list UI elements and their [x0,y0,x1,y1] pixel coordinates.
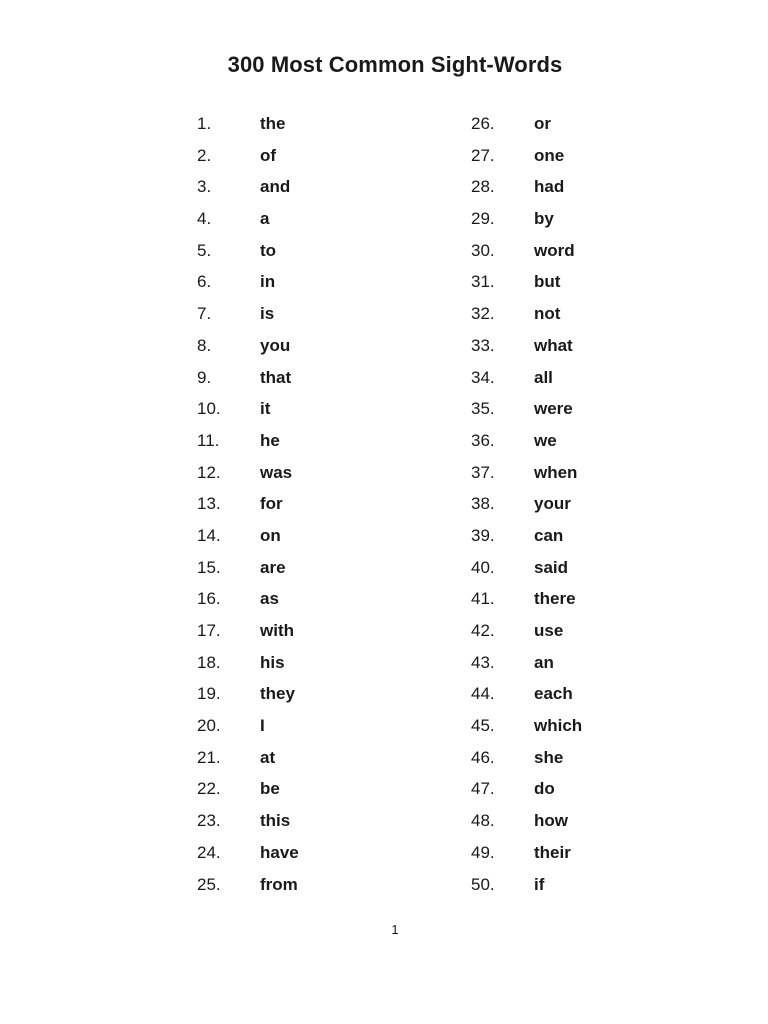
list-item [471,140,671,172]
sight-word: from [260,874,298,894]
list-item [197,647,397,679]
sight-word: if [534,874,545,894]
list-item [471,773,671,805]
sight-word: was [260,462,293,482]
item-number: 23. [197,811,221,831]
item-number: 12. [197,462,221,482]
sight-word: that [260,367,292,387]
item-number: 36. [471,430,495,450]
item-number: 27. [471,145,495,165]
list-item [197,583,397,615]
list-item [471,457,671,489]
sight-word: of [260,145,277,165]
list-item [197,108,397,140]
list-item [471,330,671,362]
sight-word: is [260,304,275,324]
sight-word: said [534,557,569,577]
sight-word: with [260,621,294,640]
sight-word: one [534,145,565,165]
list-item [471,805,671,837]
item-number: 17. [197,621,221,640]
sight-word: had [534,177,565,197]
sight-word: in [260,272,276,292]
item-number: 42. [471,621,495,640]
sight-word: the [260,114,286,133]
list-item [471,710,671,742]
sight-word: do [534,779,555,799]
list-item [471,678,671,710]
item-number: 37. [471,462,495,482]
item-number: 30. [471,240,495,260]
sight-word: can [534,525,564,545]
list-item [197,773,397,805]
list-item [471,266,671,298]
sight-word: have [260,842,299,862]
item-number: 35. [471,399,495,419]
item-number: 7. [197,304,212,324]
list-item [197,869,397,901]
sight-word: she [534,747,564,767]
item-number: 31. [471,272,495,292]
list-item [197,837,397,869]
item-number: 9. [197,367,212,387]
item-number: 2. [197,145,212,165]
item-number: 49. [471,842,495,862]
word-column-right [471,108,671,900]
sight-word: word [534,240,575,260]
sight-word: on [260,525,281,545]
list-item [471,837,671,869]
sight-word: it [260,399,271,419]
list-item [197,805,397,837]
sight-word: but [534,272,561,292]
list-item [197,615,397,647]
list-item [197,678,397,710]
item-number: 29. [471,209,495,229]
list-item [197,171,397,203]
list-item [471,108,671,140]
sight-word: how [534,811,568,831]
list-item [471,869,671,901]
word-column-left [197,108,397,900]
list-item [471,425,671,457]
list-item [471,393,671,425]
item-number: 45. [471,716,495,736]
item-number: 18. [197,652,221,672]
list-item [471,203,671,235]
list-item [197,203,397,235]
item-number: 32. [471,304,495,324]
item-number: 11. [197,430,220,450]
list-item [197,520,397,552]
list-item [471,552,671,584]
list-item [197,393,397,425]
list-item [471,583,671,615]
item-number: 41. [471,589,495,609]
item-number: 46. [471,747,495,767]
list-item [197,552,397,584]
item-number: 34. [471,367,495,387]
item-number: 48. [471,811,495,831]
sight-word: and [260,177,291,197]
item-number: 44. [471,684,495,704]
item-number: 10. [197,399,221,419]
sight-word: their [534,842,571,862]
list-item [197,488,397,520]
sight-word: or [534,114,551,133]
item-number: 5. [197,240,212,260]
sight-word: his [260,652,285,672]
sight-word: not [534,304,561,324]
item-number: 33. [471,335,495,355]
list-item [471,298,671,330]
item-number: 8. [197,335,212,355]
sight-word: be [260,779,280,799]
item-number: 28. [471,177,495,197]
item-number: 22. [197,779,221,799]
sight-word: by [534,209,554,229]
item-number: 24. [197,842,221,862]
page-title: 300 Most Common Sight-Words [227,51,563,77]
list-item [471,171,671,203]
sight-word: for [260,494,283,514]
sight-word: to [260,240,277,260]
sight-word: I [260,716,265,736]
sight-word: at [260,747,276,767]
item-number: 4. [197,209,212,229]
sight-word: when [534,462,578,482]
sight-word: there [534,589,576,609]
sight-word: what [534,335,573,355]
item-number: 6. [197,272,212,292]
item-number: 13. [197,494,221,514]
sight-word: an [534,652,554,672]
item-number: 20. [197,716,221,736]
item-number: 39. [471,525,495,545]
list-item [197,710,397,742]
item-number: 50. [471,874,495,894]
sight-word: are [260,557,286,577]
list-item [197,742,397,774]
sight-word: all [534,367,553,387]
item-number: 38. [471,494,495,514]
list-item [197,362,397,394]
item-number: 3. [197,177,212,197]
sight-word: were [534,399,573,419]
item-number: 47. [471,779,495,799]
item-number: 26. [471,114,495,133]
item-number: 40. [471,557,495,577]
sight-word: he [260,430,280,450]
list-item [197,235,397,267]
item-number: 21. [197,747,221,767]
item-number: 15. [197,557,221,577]
sight-word: this [260,811,291,831]
list-item [471,742,671,774]
list-item [197,457,397,489]
list-item [471,615,671,647]
list-item [471,520,671,552]
list-item [197,266,397,298]
item-number: 25. [197,874,221,894]
item-number: 1. [197,114,212,133]
sight-word: we [534,430,557,450]
sight-word: a [260,209,270,229]
sight-word: which [534,716,583,736]
sight-word: each [534,684,573,704]
sight-word: your [534,494,571,514]
item-number: 19. [197,684,221,704]
sight-word: as [260,589,279,609]
list-item [197,298,397,330]
item-number: 43. [471,652,495,672]
item-number: 16. [197,589,221,609]
item-number: 14. [197,525,221,545]
list-item [471,647,671,679]
list-item [197,140,397,172]
list-item [471,362,671,394]
list-item [197,425,397,457]
sight-word: use [534,621,564,640]
page-number: 1 [391,922,399,937]
sight-word: you [260,335,291,355]
sight-word: they [260,684,295,704]
list-item [471,488,671,520]
list-item [471,235,671,267]
list-item [197,330,397,362]
